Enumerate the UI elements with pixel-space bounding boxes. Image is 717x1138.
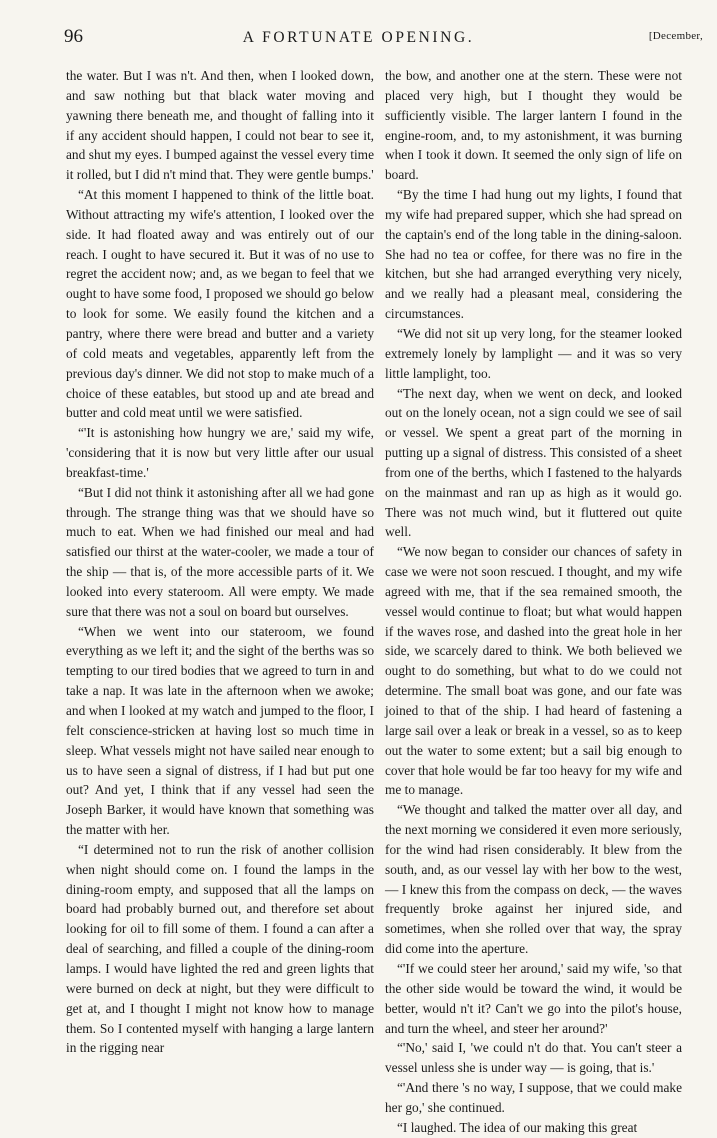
paragraph: “But I did not think it astonishing after all we had gone through. The strange thing was that we should have so much to eat. When we had finished our meal and had satisfied our thirst at the water-cooler, we made a tour of the ship — that is, of the more accessible parts of it. We looked into every stateroom. All were empty. We made sure that there was not a soul on board but ourselves. — [66, 484, 374, 619]
paragraph: “The next day, when we went on deck, and looked out on the lonely ocean, not a sign could we see of sail or vessel. We spent a great part of the morning in putting up a signal of distress. This consisted of a sheet from one of the berths, which I fastened to the halyards on the mainmast and ran up as high as it would go. There was not much wind, but it fluttered out quite well. — [385, 385, 682, 540]
paragraph: “By the time I had hung out my lights, I found that my wife had prepared supper, which she had spread on the captain's end of the long table in the dining-saloon. She had no tea or coffee, for there was no fire in the kitchen, but she had arranged everything very nicely, and we really had a pleasant meal, considering the circumstances. — [385, 187, 682, 322]
paragraph: “We thought and talked the matter over all day, and the next morning we considered it even more seriously, for the wind had risen considerably. It blew from the south, and, as our vessel lay with her bow to the west, — I knew this from the compass on deck, — the waves frequently broke against her injured side, and sometimes, when she rolled over that way, the spray did come into the aperture. — [385, 802, 682, 957]
running-title: A FORTUNATE OPENING. — [242, 29, 475, 46]
page-number: 96 — [64, 26, 83, 47]
issue-month: [December, — [648, 30, 703, 42]
paragraph: “'And there 's no way, I suppose, that we could make her go,' she continued. — [385, 1080, 682, 1115]
paragraph: “We now began to consider our chances of safety in case we were not soon rescued. I thought, and my wife agreed with me, that if the sea remained smooth, the vessel would continue to float; but what would happen if the waves rose, and dashed into the great hole in her side, we scarcely dared to think. We both believed we ought to do something, but what to do we could not determine. The small boat was gone, and our fate was joined to that of the ship. I had heard of fastening a large sail over a leak or break in a vessel, so as to keep out the water to some extent; but a sail big enough to cover that hole would be far too heavy for my wife and me to manage. — [385, 544, 682, 798]
paragraph: “I determined not to run the risk of another collision when night should come on. I found the lamps in the dining-room empty, and supposed that all the lamps on board had probably burned out, and therefore set about looking for oil to fill some of them. I found a can after a deal of searching, and filled a couple of the dining-room lamps. I would have lighted the red and green lights that were burned on deck at night, but they were difficult to get at, and I thought I might not know how to manage them. So I contented myself with hanging a large lantern in the rigging near — [66, 841, 374, 1056]
paragraph: “'No,' said I, 'we could n't do that. You can't steer a vessel unless she is under way — is going, that is.' — [385, 1040, 682, 1076]
paragraph: “'If we could steer her around,' said my wife, 'so that the other side would be toward the wind, it would be better, would n't it? Can't we go into the pilot's house, and turn the wheel, and steer her around?' — [385, 960, 682, 1036]
paragraph: “'It is astonishing how hungry we are,' said my wife, 'considering that it is now but very little after our usual breakfast-time.' — [66, 425, 374, 480]
paragraph: “When we went into our stateroom, we found everything as we left it; and the sight of the berths was so tempting to our tired bodies that we agreed to turn in and take a nap. It was late in the afternoon when we awoke; and when I looked at my watch and jumped to the floor, I felt conscience-stricken at having lost so much time in sleep. What vessels might not have sailed near enough to us to have seen a signal of distress, if I had but put one out? And yet, I think that if any vessel had seen the Joseph Barker, it would have known that something was the matter with her. — [66, 623, 374, 838]
paragraph: the water. But I was n't. And then, when I looked down, and saw nothing but that black water moving and yawning there beneath me, and thought of falling into it if any accident should happen, I could not bear to see it, and shut my eyes. I bumped against the vessel every time it rolled, but I did n't mind that. They were gentle bumps.' — [66, 68, 374, 183]
paragraph: “At this moment I happened to think of the little boat. Without attracting my wife's attention, I looked over the side. It had floated away and was entirely out of our reach. I ought to have secured it. But it was of no use to regret the accident now; and, as we began to feel that we ought to have some food, I proposed we should go below to look for some. We easily found the kitchen and a pantry, where there were bread and butter and a variety of cold meats and vegetables, apparently left from the previous day's dinner. We did not stop to make much of a choice of these eatables, but stood up and ate bread and butter and cold meat until we were satisfied. — [66, 187, 374, 421]
paragraph: “We did not sit up very long, for the steamer looked extremely lonely by lamplight — and it was so very little lamplight, too. — [385, 325, 682, 381]
page-header — [0, 26, 717, 56]
left-column — [66, 66, 374, 1058]
paragraph: “I laughed. The idea of our making this great — [397, 1119, 638, 1135]
paragraph: the bow, and another one at the stern. These were not placed very high, but I thought they would be sufficiently visible. The larger lantern I found in the engine-room, and, to my astonishment, it was burning when I took it down. It seemed the only sign of life on board. — [385, 68, 682, 183]
right-column — [385, 66, 682, 1138]
